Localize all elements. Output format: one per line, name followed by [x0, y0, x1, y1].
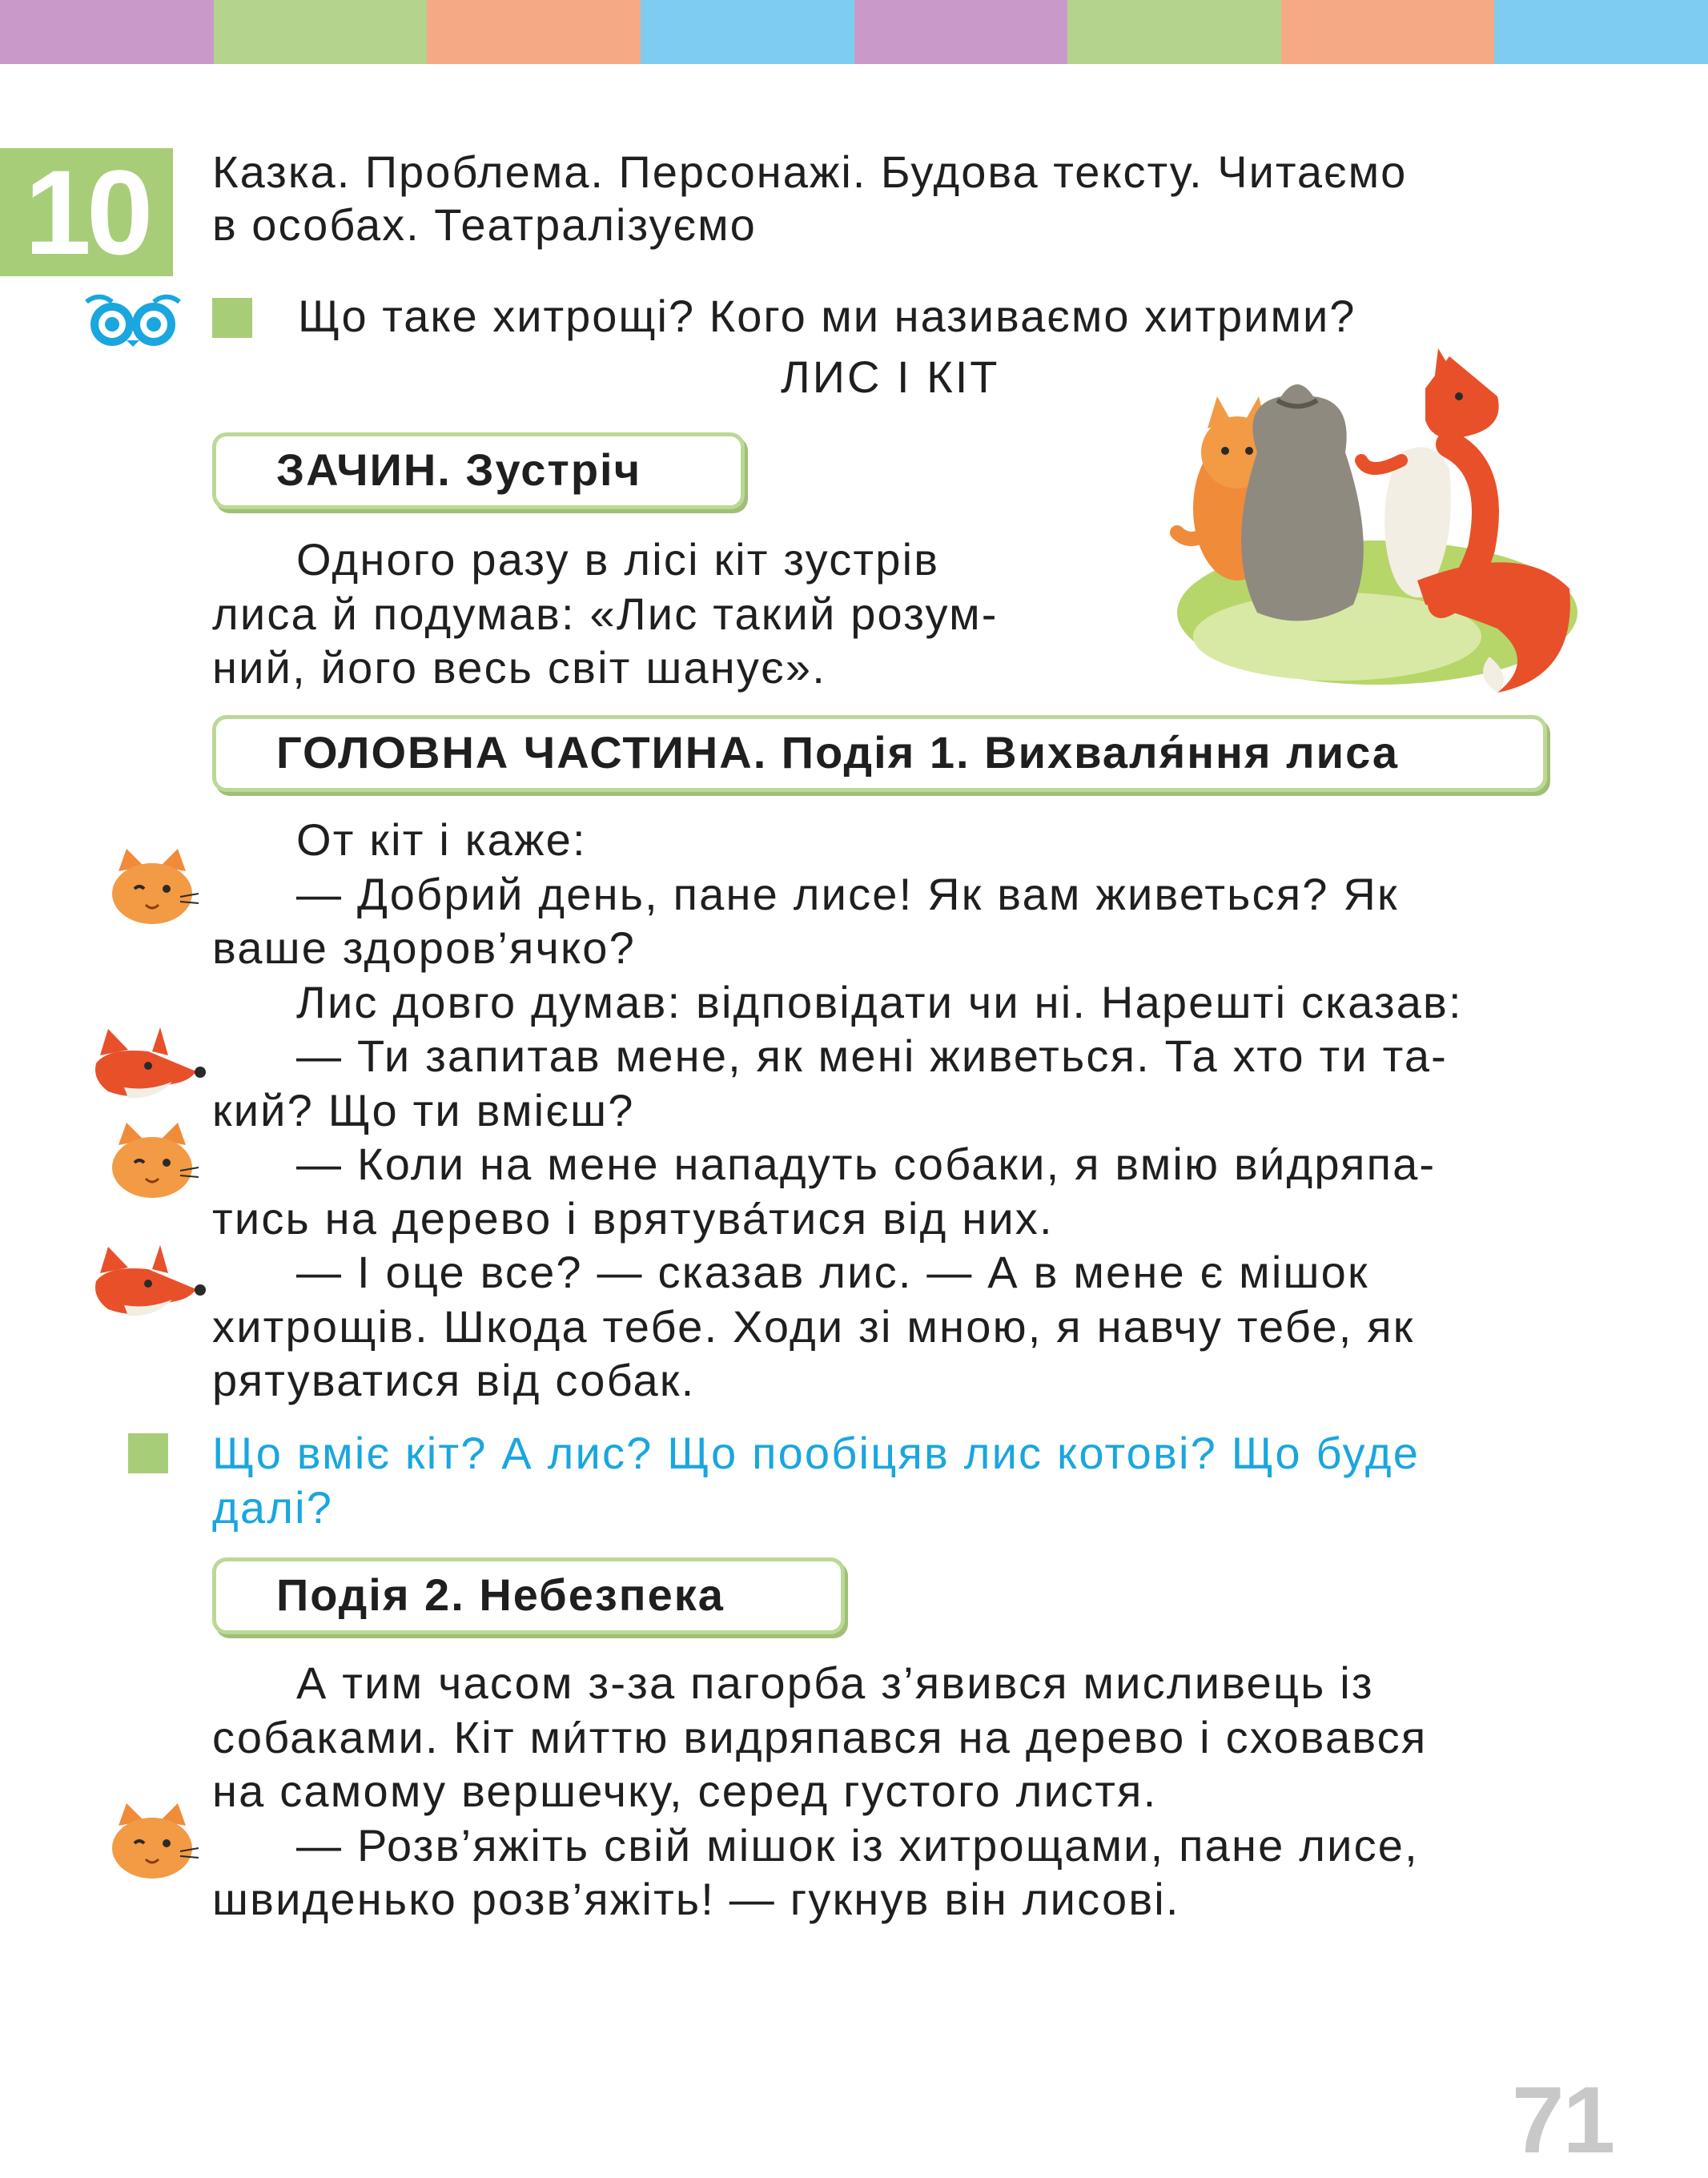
text-line: хитрощів. Шкода тебе. Ходи зі мною, я навчу тебе, як — [212, 1300, 1415, 1352]
text-line: ний, його весь світ шанує». — [212, 642, 827, 693]
cat-face-icon — [104, 1121, 200, 1201]
stripe — [1067, 0, 1281, 64]
stripe — [854, 0, 1068, 64]
page-number: 71 — [1512, 2067, 1614, 2173]
text-line: — Розв’яжіть свій мішок із хитрощами, пане лисе, — [296, 1819, 1419, 1871]
lesson-number: 10 — [0, 148, 173, 276]
text-line: кий? Що ти вмієш? — [212, 1084, 635, 1135]
main-paragraph — [212, 813, 1463, 1408]
stripe — [1494, 0, 1708, 64]
section-header-event2: Подія 2. Небезпека — [212, 1557, 845, 1634]
stripe — [641, 0, 854, 64]
text-line: на самому вершечку, серед густого листя. — [212, 1766, 1158, 1816]
event2-paragraph — [212, 1656, 1427, 1927]
comprehension-questions — [212, 1426, 1420, 1534]
text-line: — Добрий день, пане лисе! Як вам живеться? Як — [296, 868, 1399, 919]
text-line: собаками. Кіт ми́ттю видряпався на дерево і сховався — [212, 1711, 1428, 1762]
stripe — [1281, 0, 1495, 64]
intro-question: Що таке хитрощі? Кого ми називаємо хитрими? — [298, 291, 1356, 341]
text-line: — І оце все? — сказав лис. — А в мене є мішок — [296, 1247, 1369, 1297]
lesson-topic — [212, 146, 1589, 251]
question-line: далі? — [212, 1481, 334, 1533]
fox-face-icon — [92, 1027, 212, 1107]
section-header-main: ГОЛОВНА ЧАСТИНА. Подія 1. Вихваля́ння лиса — [212, 715, 1547, 792]
section-header-opening: ЗАЧИН. Зустріч — [212, 432, 745, 509]
owl-eyes-icon — [80, 292, 186, 348]
task-marker — [128, 1433, 168, 1473]
text-line: — Ти запитав мене, як мені живеться. Та хто ти та- — [296, 1031, 1449, 1081]
text-line: швиденько розв’яжіть! — гукнув він лисові. — [212, 1874, 1180, 1924]
cat-face-icon — [104, 847, 200, 927]
text-line: рятуватися від собак. — [212, 1355, 696, 1405]
text-line: ваше здоров’ячко? — [212, 922, 636, 973]
text-line: Одного разу в лісі кіт зустрів — [296, 534, 940, 585]
text-line: тись на дерево і врятува́тися від них. — [212, 1192, 1054, 1244]
fox-cat-sack-illustration — [1161, 340, 1593, 701]
opening-paragraph — [212, 532, 999, 695]
stripe — [0, 0, 214, 64]
cat-face-icon — [104, 1802, 200, 1882]
text-line: От кіт і каже: — [296, 814, 587, 865]
text-line: — Коли на мене нападуть собаки, я вмію ви́дряпа- — [296, 1139, 1437, 1189]
text-line: Лис довго думав: відповідати чи ні. Нарешті сказав: — [296, 976, 1463, 1027]
text-line: лиса й подумав: «Лис такий розум- — [212, 588, 999, 639]
stripe — [427, 0, 641, 64]
question-line: Що вміє кіт? А лис? Що пообіцяв лис котові? Що буде — [212, 1428, 1421, 1478]
task-marker — [212, 298, 252, 338]
story-title: ЛИС І КІТ — [781, 352, 1000, 402]
stripe — [214, 0, 428, 64]
lesson-topic-line: в особах. Театралізуємо — [212, 199, 757, 250]
lesson-topic-line: Казка. Проблема. Персонажі. Будова тексту. Читаємо — [212, 147, 1408, 197]
top-color-stripes — [0, 0, 1708, 64]
fox-face-icon — [92, 1245, 212, 1325]
text-line: А тим часом з-за пагорба з’явився мисливець із — [296, 1658, 1374, 1708]
